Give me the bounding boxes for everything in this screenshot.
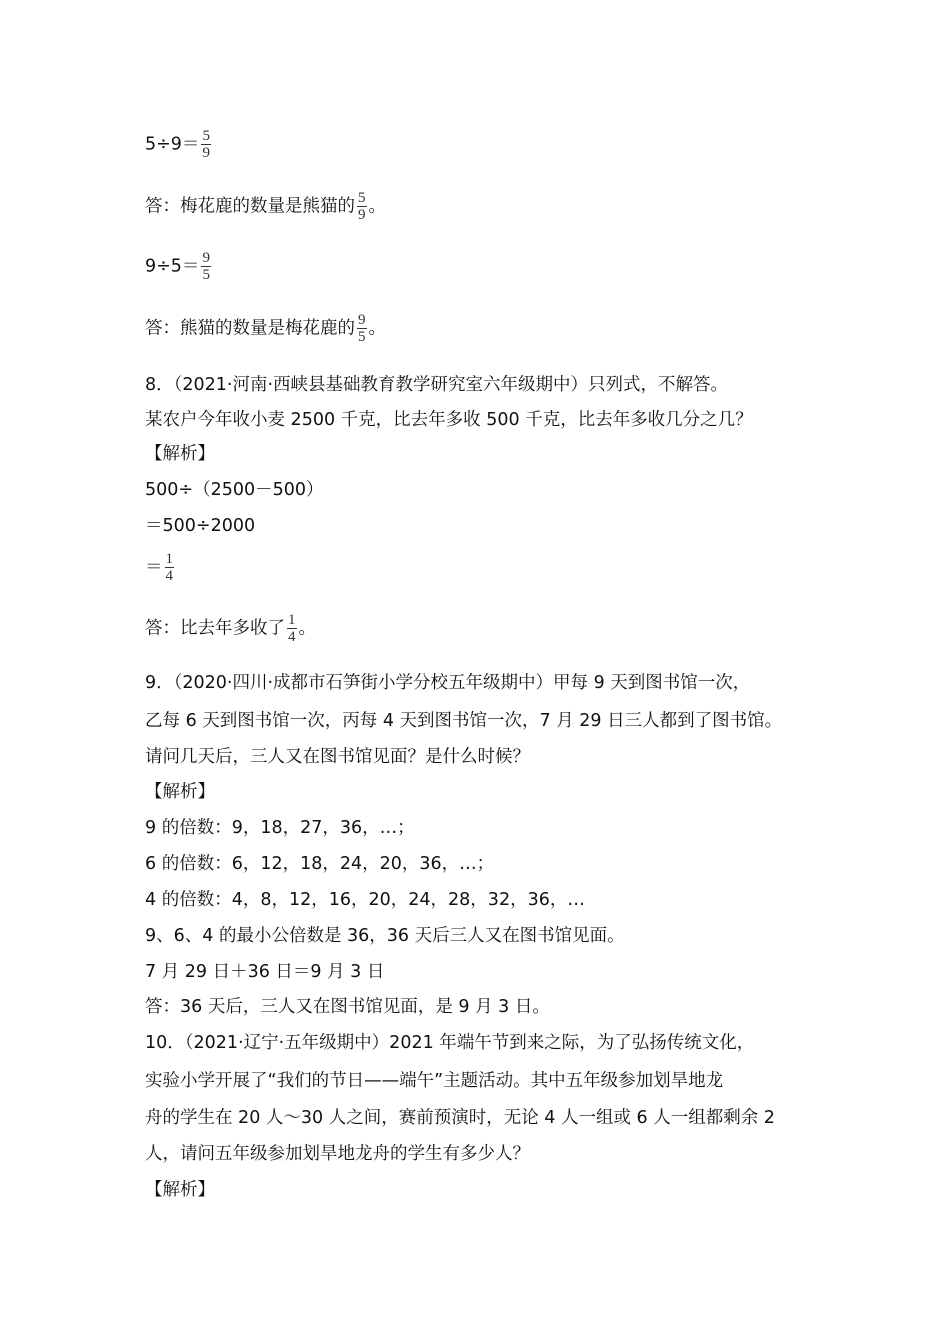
question-9-body: 请问几天后，三人又在图书馆见面？是什么时候？ — [145, 747, 530, 767]
answer-text: 答：梅花鹿的数量是熊猫的 — [145, 196, 355, 217]
solution-step: 6 的倍数：6，12，18，24，20，36，…； — [145, 854, 495, 874]
question-8-body: 某农户今年收小麦 2500 千克，比去年多收 500 千克，比去年多收几分之几？ — [145, 410, 753, 430]
fraction: $\frac{1}{4}$ — [288, 612, 296, 645]
analysis-heading: 【解析】 — [145, 782, 215, 802]
answer-line: 答：比去年多收了 $\frac{1}{4}$ 。 — [145, 612, 316, 645]
question-8-title: 8．（2021·河南·西峡县基础教育教学研究室六年级期中）只列式，不解答。 — [145, 375, 729, 395]
question-10-body: 实验小学开展了“我们的节日——端午”主题活动。其中五年级参加划旱地龙 — [145, 1071, 724, 1091]
question-10-title: 10．（2021·辽宁·五年级期中）2021 年端午节到来之际，为了弘扬传统文化， — [145, 1033, 755, 1053]
answer-line: 答：36 天后，三人又在图书馆见面，是 9 月 3 日。 — [145, 997, 550, 1017]
fraction: $\frac{9}{5}$ — [358, 312, 366, 345]
fraction: $\frac{1}{4}$ — [165, 551, 173, 584]
solution-step: 7 月 29 日＋36 日＝9 月 3 日 — [145, 962, 385, 982]
answer-text: 答：熊猫的数量是梅花鹿的 — [145, 318, 355, 339]
analysis-heading: 【解析】 — [145, 444, 215, 464]
equation-text: 5÷9＝ — [145, 134, 200, 155]
answer-line: 答：熊猫的数量是梅花鹿的 $\frac{9}{5}$ 。 — [145, 312, 386, 345]
analysis-heading: 【解析】 — [145, 1180, 215, 1200]
question-9-body: 乙每 6 天到图书馆一次，丙每 4 天到图书馆一次，7 月 29 日三人都到了图书馆。 — [145, 711, 783, 731]
solution-step: 4 的倍数：4，8，12，16，20，24，28，32，36，… — [145, 890, 585, 910]
solution-step: ＝500÷2000 — [145, 516, 256, 536]
fraction: $\frac{5}{9}$ — [202, 128, 210, 161]
solution-step: 9、6、4 的最小公倍数是 36，36 天后三人又在图书馆见面。 — [145, 926, 625, 946]
equation-line — [145, 250, 213, 283]
fraction: $\frac{9}{5}$ — [202, 250, 210, 283]
question-9-title: 9．（2020·四川·成都市石笋街小学分校五年级期中）甲每 9 天到图书馆一次， — [145, 673, 751, 693]
answer-text: 答：比去年多收了 — [145, 618, 285, 639]
fraction: $\frac{5}{9}$ — [358, 190, 366, 223]
solution-step: 500÷（2500－500） — [145, 480, 324, 500]
question-10-body: 舟的学生在 20 人～30 人之间，赛前预演时，无论 4 人一组或 6 人一组都剩余 2 — [145, 1108, 775, 1128]
solution-step: ＝ $\frac{1}{4}$ — [145, 551, 173, 584]
question-10-body: 人，请问五年级参加划旱地龙舟的学生有多少人？ — [145, 1144, 530, 1164]
solution-step: 9 的倍数：9，18，27，36，…； — [145, 818, 415, 838]
answer-line: 答：梅花鹿的数量是熊猫的 $\frac{5}{9}$ 。 — [145, 190, 386, 223]
equation-text: 9÷5＝ — [145, 256, 200, 277]
equation-line — [145, 128, 213, 161]
